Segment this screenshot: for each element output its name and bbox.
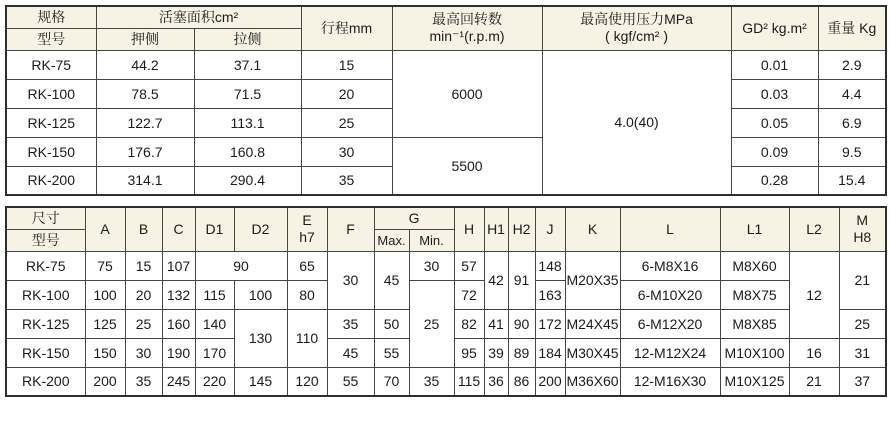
- col-A-header: A: [85, 207, 125, 251]
- cell-E: 80: [287, 280, 327, 309]
- cell-F: 35: [327, 309, 374, 338]
- cell-gd2: 0.09: [731, 137, 818, 166]
- col-B-header: B: [125, 207, 162, 251]
- spec-row-rk150: [6, 137, 886, 166]
- pull-side-header: 拉侧: [194, 28, 301, 50]
- col-K-header: K: [565, 207, 620, 251]
- cell-weight: 6.9: [818, 108, 886, 137]
- cell-D1: 220: [195, 367, 234, 396]
- cell-Gmax: 50: [374, 309, 409, 338]
- cell-H2: 91: [508, 251, 535, 309]
- cell-E: 65: [287, 251, 327, 280]
- col-L-header: L: [620, 207, 720, 251]
- cell-D2: 130: [234, 309, 287, 367]
- cell-gd2: 0.03: [731, 79, 818, 108]
- cell-L2: 21: [789, 367, 839, 396]
- cell-push: 78.5: [96, 79, 194, 108]
- cell-pull: 37.1: [194, 50, 301, 79]
- cell-B: 30: [125, 338, 162, 367]
- cell-L2: 12: [789, 251, 839, 338]
- col-C-header: C: [162, 207, 195, 251]
- cell-gd2: 0.01: [731, 50, 818, 79]
- cell-K: M20X35: [565, 251, 620, 309]
- cell-J: 163: [535, 280, 565, 309]
- weight-header: 重量 Kg: [818, 6, 886, 50]
- cell-A: 150: [85, 338, 125, 367]
- cell-pull: 290.4: [194, 166, 301, 195]
- dim-header-row-1: [6, 207, 886, 229]
- col-M-header: [839, 207, 886, 251]
- cell-L: 12-M12X24: [620, 338, 720, 367]
- col-H1-header: H1: [484, 207, 508, 251]
- max-pressure-header-line2: ( kgf/cm² ): [605, 28, 669, 45]
- cell-K: M30X45: [565, 338, 620, 367]
- cell-Gmax: 55: [374, 338, 409, 367]
- cell-model: RK-150: [6, 137, 96, 166]
- cell-D1: 170: [195, 338, 234, 367]
- cell-L2: 16: [789, 338, 839, 367]
- col-E-header-line2: h7: [299, 229, 315, 246]
- cell-L1: M8X60: [720, 251, 789, 280]
- cell-C: 160: [162, 309, 195, 338]
- cell-H2: 86: [508, 367, 535, 396]
- cell-H: 72: [454, 280, 484, 309]
- cell-L1: M8X75: [720, 280, 789, 309]
- max-rpm-header: [392, 6, 542, 50]
- model-label: 型号: [6, 229, 85, 251]
- cell-gd2: 0.28: [731, 166, 818, 195]
- cell-F: 55: [327, 367, 374, 396]
- cell-H1: 42: [484, 251, 508, 309]
- cell-A: 100: [85, 280, 125, 309]
- cell-pull: 160.8: [194, 137, 301, 166]
- cell-J: 172: [535, 309, 565, 338]
- cell-stroke: 25: [301, 108, 392, 137]
- cell-Gmin: 25: [409, 280, 454, 367]
- cell-gd2: 0.05: [731, 108, 818, 137]
- cell-H: 82: [454, 309, 484, 338]
- col-M-header-line1: M: [856, 211, 869, 228]
- dim-row-rk100: [6, 280, 886, 309]
- push-side-header: 押侧: [96, 28, 194, 50]
- cell-M: 21: [839, 251, 886, 309]
- cell-H2: 90: [508, 309, 535, 338]
- max-pressure-header: [542, 6, 731, 50]
- cell-push: 44.2: [96, 50, 194, 79]
- dimension-table: [5, 206, 887, 397]
- cell-model: RK-75: [6, 50, 96, 79]
- cell-stroke: 20: [301, 79, 392, 108]
- cell-model: RK-125: [6, 108, 96, 137]
- col-J-header: J: [535, 207, 565, 251]
- cell-C: 132: [162, 280, 195, 309]
- cell-K: M24X45: [565, 309, 620, 338]
- col-G-header: G: [374, 207, 454, 229]
- cell-H: 57: [454, 251, 484, 280]
- cell-pressure: 4.0(40): [542, 50, 731, 195]
- cell-weight: 2.9: [818, 50, 886, 79]
- cell-H: 115: [454, 367, 484, 396]
- dim-table-body: [6, 251, 886, 396]
- cell-J: 184: [535, 338, 565, 367]
- col-L2-header: L2: [789, 207, 839, 251]
- cell-model: RK-150: [6, 338, 85, 367]
- cell-L: 6-M12X20: [620, 309, 720, 338]
- max-rpm-header-lines: [393, 11, 542, 46]
- cell-M: 31: [839, 338, 886, 367]
- dim-row-rk200: [6, 367, 886, 396]
- col-M-header-line2: H8: [853, 229, 872, 246]
- spec-row-rk75: [6, 50, 886, 79]
- spec-label: 规格: [6, 6, 96, 28]
- spec-table-header: [6, 6, 886, 50]
- cell-H: 95: [454, 338, 484, 367]
- cell-L: 6-M8X16: [620, 251, 720, 280]
- col-H-header: H: [454, 207, 484, 251]
- cell-B: 35: [125, 367, 162, 396]
- cell-H2: 89: [508, 338, 535, 367]
- cell-C: 190: [162, 338, 195, 367]
- cell-E: 120: [287, 367, 327, 396]
- cell-D1D2: 90: [195, 251, 287, 280]
- spec-header-row-1: [6, 6, 886, 28]
- col-E-header-lines: [288, 212, 327, 247]
- spec-table-body: [6, 50, 886, 195]
- col-G-max-header: Max.: [374, 229, 409, 251]
- cell-stroke: 35: [301, 166, 392, 195]
- cell-B: 25: [125, 309, 162, 338]
- col-E-header: [287, 207, 327, 251]
- cell-D2: 145: [234, 367, 287, 396]
- cell-Gmin: 35: [409, 367, 454, 396]
- cell-L1: M8X85: [720, 309, 789, 338]
- cell-J: 200: [535, 367, 565, 396]
- cell-A: 200: [85, 367, 125, 396]
- max-rpm-header-line2: min⁻¹(r.p.m): [429, 28, 505, 45]
- cell-H1: 36: [484, 367, 508, 396]
- cell-H1: 39: [484, 338, 508, 367]
- cell-J: 148: [535, 251, 565, 280]
- cell-Gmax: 45: [374, 251, 409, 309]
- cell-C: 107: [162, 251, 195, 280]
- piston-area-header: 活塞面积cm²: [96, 6, 301, 28]
- cell-model: RK-75: [6, 251, 85, 280]
- col-L1-header: L1: [720, 207, 789, 251]
- col-D2-header: D2: [234, 207, 287, 251]
- cell-D1: 140: [195, 309, 234, 338]
- max-pressure-header-lines: [543, 11, 731, 46]
- cell-E: 110: [287, 309, 327, 367]
- cell-rpm-low: 5500: [392, 137, 542, 195]
- cell-Gmax: 70: [374, 367, 409, 396]
- cell-stroke: 15: [301, 50, 392, 79]
- col-G-min-header: Min.: [409, 229, 454, 251]
- cell-model: RK-125: [6, 309, 85, 338]
- model-label: 型号: [6, 28, 96, 50]
- cell-weight: 4.4: [818, 79, 886, 108]
- cell-F: 30: [327, 251, 374, 309]
- performance-spec-table: [5, 5, 887, 196]
- col-H2-header: H2: [508, 207, 535, 251]
- dim-table-header: [6, 207, 886, 251]
- cell-model: RK-100: [6, 280, 85, 309]
- max-pressure-header-line1: 最高使用压力MPa: [580, 10, 693, 27]
- cell-L: 12-M16X30: [620, 367, 720, 396]
- gd2-header: GD² kg.m²: [731, 6, 818, 50]
- cell-model: RK-200: [6, 367, 85, 396]
- cell-push: 314.1: [96, 166, 194, 195]
- cell-model: RK-100: [6, 79, 96, 108]
- cell-M: 37: [839, 367, 886, 396]
- cell-C: 245: [162, 367, 195, 396]
- cell-L1: M10X125: [720, 367, 789, 396]
- max-rpm-header-line1: 最高回转数: [432, 10, 503, 27]
- cell-A: 75: [85, 251, 125, 280]
- cell-F: 45: [327, 338, 374, 367]
- cell-L1: M10X100: [720, 338, 789, 367]
- cell-D1: 115: [195, 280, 234, 309]
- cell-push: 122.7: [96, 108, 194, 137]
- cell-pull: 113.1: [194, 108, 301, 137]
- col-E-header-line1: E: [302, 211, 312, 228]
- cell-B: 20: [125, 280, 162, 309]
- cell-stroke: 30: [301, 137, 392, 166]
- cell-pull: 71.5: [194, 79, 301, 108]
- stroke-header: 行程mm: [301, 6, 392, 50]
- dim-row-rk75: [6, 251, 886, 280]
- cell-L: 6-M10X20: [620, 280, 720, 309]
- cell-D2: 100: [234, 280, 287, 309]
- col-D1-header: D1: [195, 207, 234, 251]
- cell-model: RK-200: [6, 166, 96, 195]
- col-M-header-lines: [840, 212, 886, 247]
- cell-weight: 9.5: [818, 137, 886, 166]
- cell-K: M36X60: [565, 367, 620, 396]
- cell-push: 176.7: [96, 137, 194, 166]
- cell-rpm-high: 6000: [392, 50, 542, 137]
- cell-M: 25: [839, 309, 886, 338]
- dim-label: 尺寸: [6, 207, 85, 229]
- cell-Gmin: 30: [409, 251, 454, 280]
- cell-H1: 41: [484, 309, 508, 338]
- cell-weight: 15.4: [818, 166, 886, 195]
- cell-A: 125: [85, 309, 125, 338]
- col-F-header: F: [327, 207, 374, 251]
- cell-B: 15: [125, 251, 162, 280]
